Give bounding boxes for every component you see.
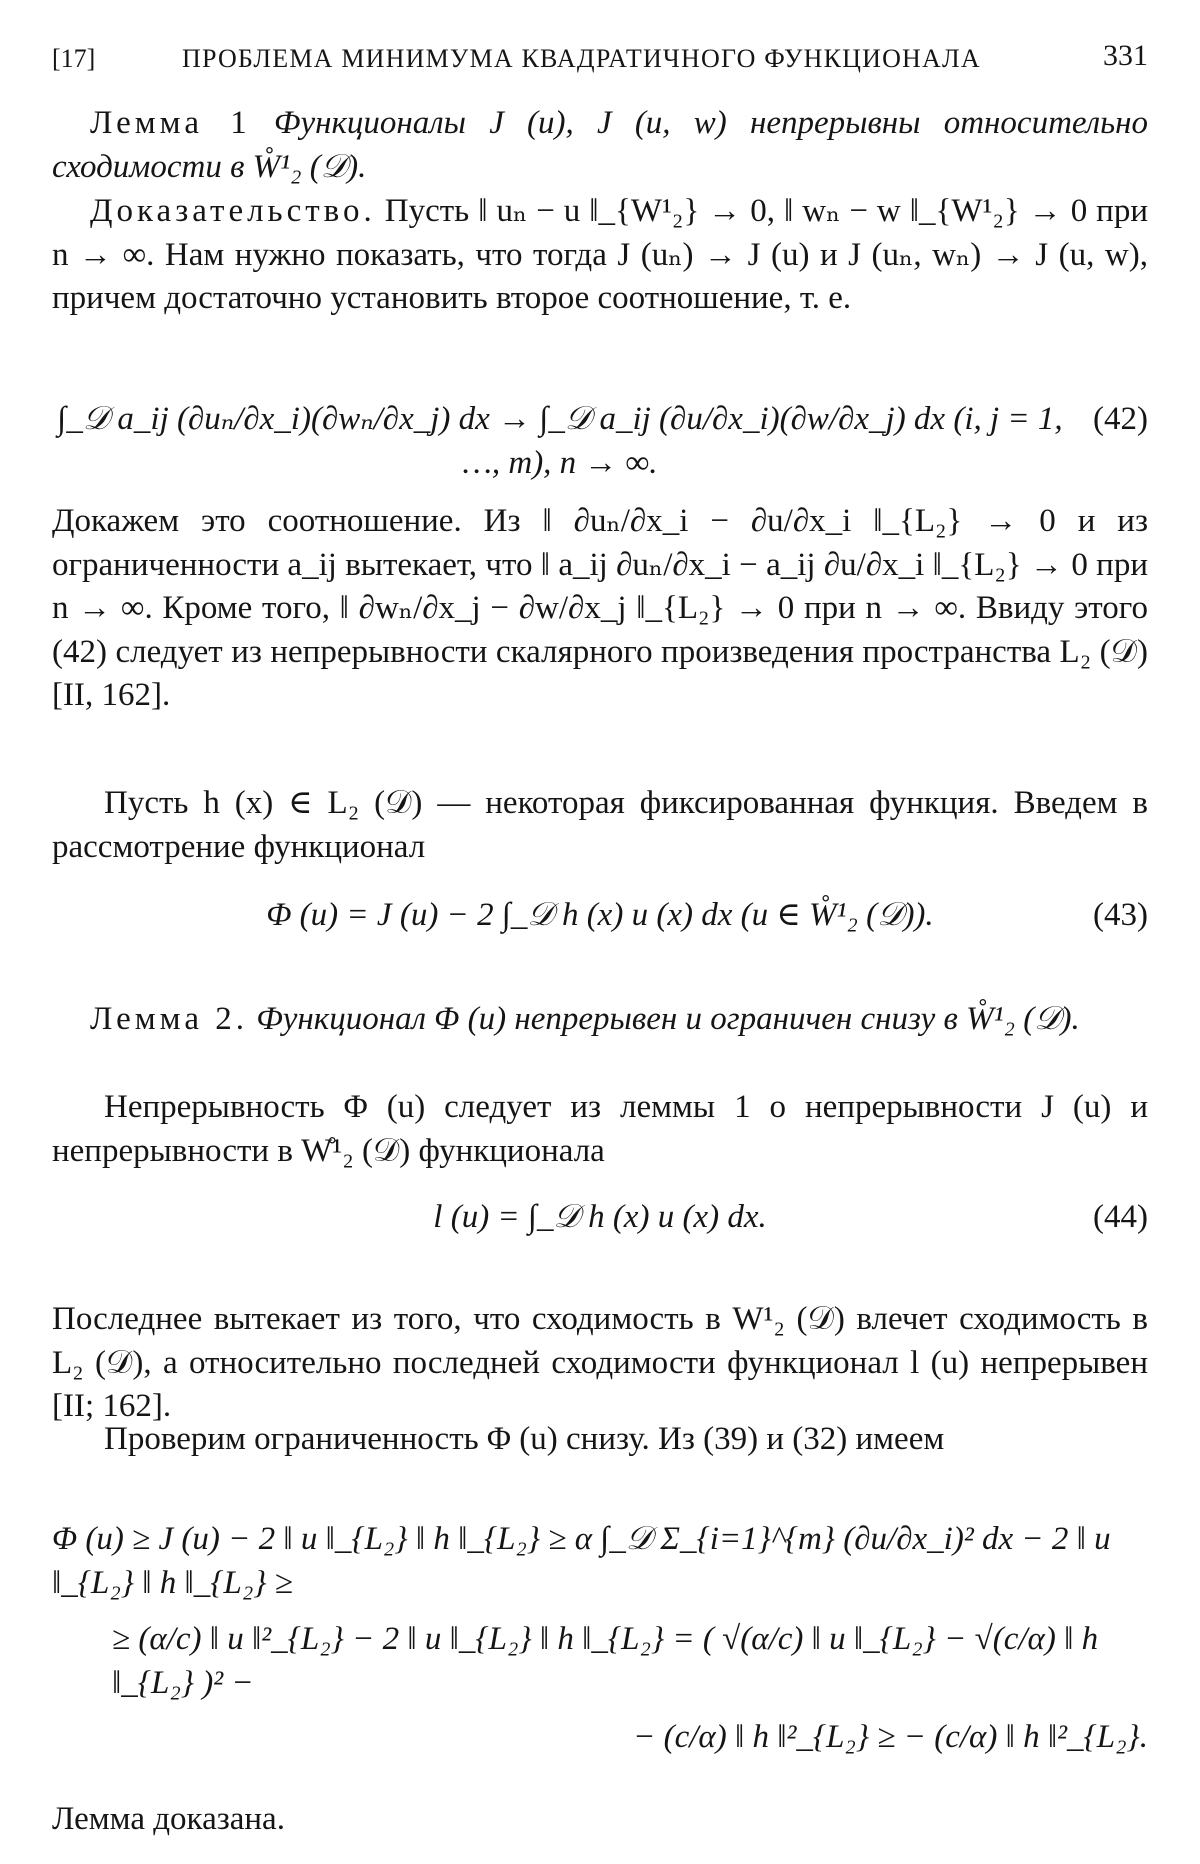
lemma-1-statement: Функционалы J (u), J (u, w) непрерывны относительно сходимости в W̊¹₂ (𝒟). (52, 105, 1148, 185)
paragraph-continuity: Непрерывность Φ (u) следует из леммы 1 о непрерывности J (u) и непрерывности в W̊¹₂ (𝒟) функционала (52, 1089, 1148, 1169)
lemma-2-label: Лемма 2. (90, 1001, 248, 1037)
formula-42-number: (42) (1093, 401, 1148, 437)
formula-43-body: Φ (u) = J (u) − 2 ∫_𝒟 h (x) u (x) dx (u ∈ W̊¹₂ (𝒟)). (266, 897, 934, 933)
formula-43-number: (43) (1093, 897, 1148, 933)
formula-44 (52, 1174, 1148, 1264)
formula-42 (52, 378, 1148, 481)
proof-1 (52, 190, 1148, 321)
inequality-line-3: − (c/α) ‖ h ‖²_{L₂} ≥ − (c/α) ‖ h ‖²_{L₂}. (633, 1719, 1148, 1755)
paragraph-h-function: Пусть h (x) ∈ L₂ (𝒟) — некоторая фиксированная функция. Введем в рассмотрение функционал (52, 785, 1148, 865)
paragraph-convergence: Последнее вытекает из того, что сходимость в W¹₂ (𝒟) влечет сходимость в L₂ (𝒟), а относительно последней сходимости функционал l (u) непрерывен [II; 162]. (52, 1301, 1148, 1425)
formula-44-body: l (u) = ∫_𝒟 h (x) u (x) dx. (433, 1199, 767, 1235)
lemma-2-statement: Функционал Φ (u) непрерывен и ограничен снизу в W̊¹₂ (𝒟). (256, 1001, 1080, 1037)
inequality-line-2: ≥ (α/c) ‖ u ‖²_{L₂} − 2 ‖ u ‖_{L₂} ‖ h ‖_{L₂} = ( √(α/c) ‖ u ‖_{L₂} − √(c/α) ‖ h ‖_{L₂} )² − (112, 1621, 1099, 1701)
lemma-proved: Лемма доказана. (52, 1801, 285, 1837)
lemma-2 (52, 998, 1148, 1042)
proof-1-text: Пусть ‖ uₙ − u ‖_{W¹₂} → 0, ‖ wₙ − w ‖_{W¹₂} → 0 при n → ∞. Нам нужно показать, что тогда J (uₙ) → J (u) и J (uₙ, wₙ) → J (u, w), причем достаточно установить второе соотношение, т. е. (52, 193, 1148, 317)
lemma-1 (52, 102, 1148, 189)
chapter-title: ПРОБЛЕМА МИНИМУМА КВАДРАТИЧНОГО ФУНКЦИОНАЛА (182, 44, 981, 73)
formula-43 (52, 872, 1148, 962)
proof-1-continuation: Докажем это соотношение. Из ‖ ∂uₙ/∂x_i − ∂u/∂x_i ‖_{L₂} → 0 и из ограниченности a_ij вытекает, что ‖ a_ij ∂uₙ/∂x_i − a_ij ∂u/∂x_i ‖_{L₂} → 0 при n → ∞. Кроме того, ‖ ∂wₙ/∂x_j − ∂w/∂x_j ‖_{L₂} → 0 при n → ∞. Ввиду этого (42) следует из непрерывности скалярного произведения пространства L₂ (𝒟) [II, 162]. (52, 503, 1148, 714)
formula-42-body: ∫_𝒟 a_ij (∂uₙ/∂x_i)(∂wₙ/∂x_j) dx → ∫_𝒟 a_ij (∂u/∂x_i)(∂w/∂x_j) dx (i, j = 1, …, m), n → ∞. (57, 401, 1063, 481)
proof-label: Доказательство. (90, 193, 376, 229)
page-number: 331 (1103, 39, 1148, 72)
formula-44-number: (44) (1093, 1199, 1148, 1235)
running-head (52, 38, 1148, 78)
paragraph-boundedness: Проверим ограниченность Φ (u) снизу. Из (39) и (32) имеем (104, 1421, 945, 1457)
section-number: [17] (52, 44, 96, 73)
inequality-line-1: Φ (u) ≥ J (u) − 2 ‖ u ‖_{L₂} ‖ h ‖_{L₂} ≥ α ∫_𝒟 Σ_{i=1}^{m} (∂u/∂x_i)² dx − 2 ‖ u ‖_{L₂} ‖ h ‖_{L₂} ≥ (52, 1521, 1111, 1601)
lemma-1-label: Лемма 1 (90, 105, 251, 141)
